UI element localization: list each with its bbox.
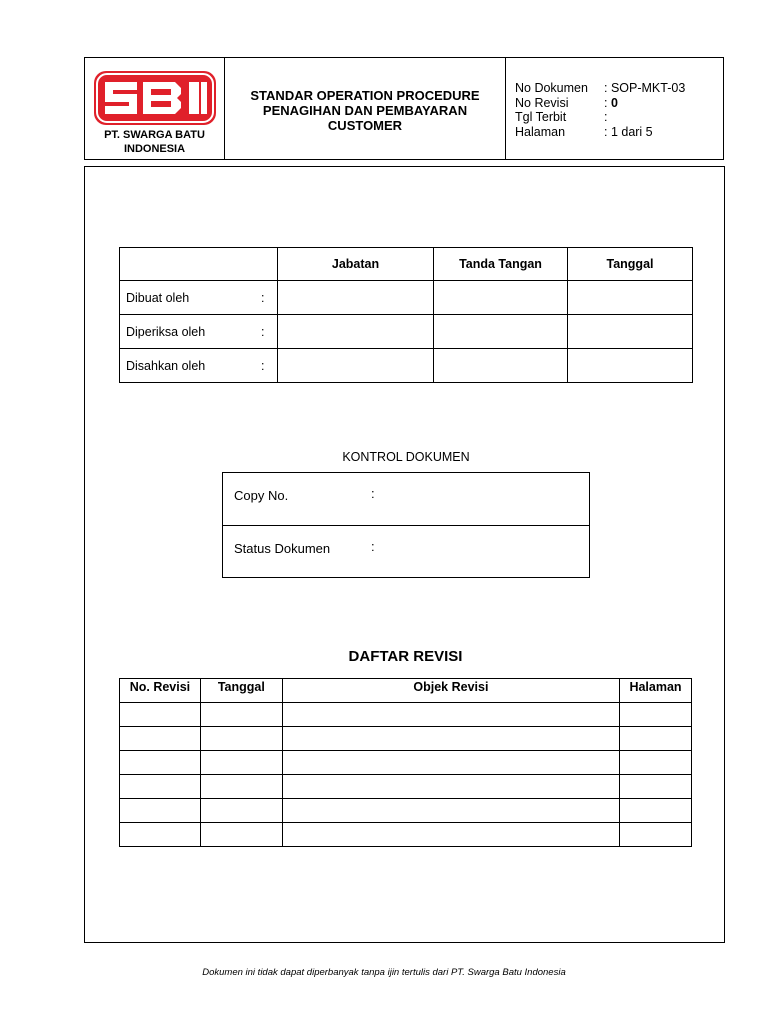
revisi-objek-cell[interactable] [282, 727, 619, 751]
jabatan-cell[interactable] [278, 349, 434, 383]
revisi-tanggal-cell[interactable] [200, 727, 282, 751]
info-row-no-dokumen [515, 81, 723, 96]
company-name-line: INDONESIA [123, 143, 186, 155]
jabatan-cell[interactable] [278, 315, 434, 349]
revisi-header-row [120, 679, 692, 703]
revisi-no-cell[interactable] [120, 799, 201, 823]
document-info [506, 58, 723, 159]
daftar-revisi-title: DAFTAR REVISI [348, 648, 463, 665]
revisi-halaman-cell[interactable] [620, 823, 692, 847]
revisi-no-cell[interactable] [120, 823, 201, 847]
info-label: No Dokumen [515, 81, 588, 95]
revisi-row [120, 703, 692, 727]
revisi-halaman-cell[interactable] [620, 775, 692, 799]
approval-header-jabatan: Jabatan [278, 248, 434, 281]
approval-header-row [120, 248, 693, 281]
approval-table [119, 247, 693, 383]
approval-role-label: Dibuat oleh [126, 290, 190, 305]
approval-header-tanda-tangan: Tanda Tangan [434, 248, 568, 281]
tanggal-cell[interactable] [568, 349, 693, 383]
info-value-bold: 0 [610, 95, 618, 110]
approval-colon: : [261, 290, 265, 305]
approval-role [120, 315, 278, 349]
revisi-row [120, 775, 692, 799]
approval-colon: : [261, 358, 265, 373]
approval-role-label: Diperiksa oleh [126, 324, 206, 339]
info-value-prefix: : [604, 95, 611, 110]
revisi-objek-cell[interactable] [282, 799, 619, 823]
revisi-halaman-cell[interactable] [620, 799, 692, 823]
company-logo [93, 70, 217, 126]
revisi-header-halaman: Halaman [620, 679, 692, 703]
info-label: Halaman [515, 124, 566, 139]
revisi-no-cell[interactable] [120, 703, 201, 727]
revisi-tanggal-cell[interactable] [200, 775, 282, 799]
kontrol-dokumen-box [222, 472, 590, 578]
revisi-no-cell[interactable] [120, 751, 201, 775]
approval-colon: : [261, 324, 265, 339]
info-label: Tgl Terbit [515, 110, 567, 124]
revisi-row [120, 727, 692, 751]
approval-role [120, 281, 278, 315]
revisi-halaman-cell[interactable] [620, 751, 692, 775]
revisi-body [120, 703, 692, 847]
info-value: : [604, 110, 608, 124]
info-value: : SOP-MKT-03 [604, 81, 686, 95]
revisi-tanggal-cell[interactable] [200, 751, 282, 775]
kontrol-label: Status Dokumen [234, 541, 331, 556]
company-name [104, 128, 205, 156]
approval-row-diperiksa [120, 315, 693, 349]
logo-cell [85, 58, 225, 159]
footer-note: Dokumen ini tidak dapat diperbanyak tanpa ijin tertulis dari PT. Swarga Batu Indonesia [202, 967, 566, 978]
jabatan-cell[interactable] [278, 281, 434, 315]
approval-header-blank [120, 248, 278, 281]
revisi-objek-cell[interactable] [282, 703, 619, 727]
revisi-row [120, 823, 692, 847]
kontrol-row-copy-no[interactable] [223, 473, 589, 525]
revisi-halaman-cell[interactable] [620, 703, 692, 727]
revisi-tanggal-cell[interactable] [200, 823, 282, 847]
info-value: : 1 dari 5 [604, 124, 653, 139]
kontrol-label: Copy No. [234, 488, 289, 503]
tanggal-cell[interactable] [568, 315, 693, 349]
approval-row-disahkan [120, 349, 693, 383]
company-name-line: PT. SWARGA BATU [104, 129, 205, 141]
document-title [225, 58, 506, 159]
kontrol-row-status-dokumen[interactable] [223, 525, 589, 578]
title-line: PENAGIHAN DAN PEMBAYARAN [262, 103, 468, 118]
daftar-revisi-table [119, 678, 692, 847]
info-label: No Revisi [515, 95, 569, 110]
revisi-objek-cell[interactable] [282, 823, 619, 847]
revisi-header-no: No. Revisi [120, 679, 201, 703]
revisi-tanggal-cell[interactable] [200, 799, 282, 823]
revisi-halaman-cell[interactable] [620, 727, 692, 751]
approval-role-label: Disahkan oleh [126, 358, 206, 373]
revisi-tanggal-cell[interactable] [200, 703, 282, 727]
approval-row-dibuat [120, 281, 693, 315]
tanda-tangan-cell[interactable] [434, 315, 568, 349]
kontrol-dokumen-title: KONTROL DOKUMEN [342, 450, 470, 464]
revisi-header-tanggal: Tanggal [200, 679, 282, 703]
revisi-row [120, 751, 692, 775]
approval-header-tanggal: Tanggal [568, 248, 693, 281]
revisi-row [120, 799, 692, 823]
revisi-no-cell[interactable] [120, 727, 201, 751]
approval-role [120, 349, 278, 383]
revisi-objek-cell[interactable] [282, 751, 619, 775]
info-row-tgl-terbit [515, 110, 723, 125]
revisi-objek-cell[interactable] [282, 775, 619, 799]
revisi-no-cell[interactable] [120, 775, 201, 799]
kontrol-colon: : [371, 486, 375, 501]
kontrol-colon: : [371, 539, 375, 554]
document-header [84, 57, 724, 160]
title-line: STANDAR OPERATION PROCEDURE [250, 88, 480, 103]
info-row-halaman [515, 125, 723, 140]
tanda-tangan-cell[interactable] [434, 349, 568, 383]
tanda-tangan-cell[interactable] [434, 281, 568, 315]
info-row-no-revisi [515, 96, 723, 111]
info-value [604, 96, 618, 111]
title-line: CUSTOMER [327, 118, 403, 133]
revisi-header-objek: Objek Revisi [282, 679, 619, 703]
tanggal-cell[interactable] [568, 281, 693, 315]
